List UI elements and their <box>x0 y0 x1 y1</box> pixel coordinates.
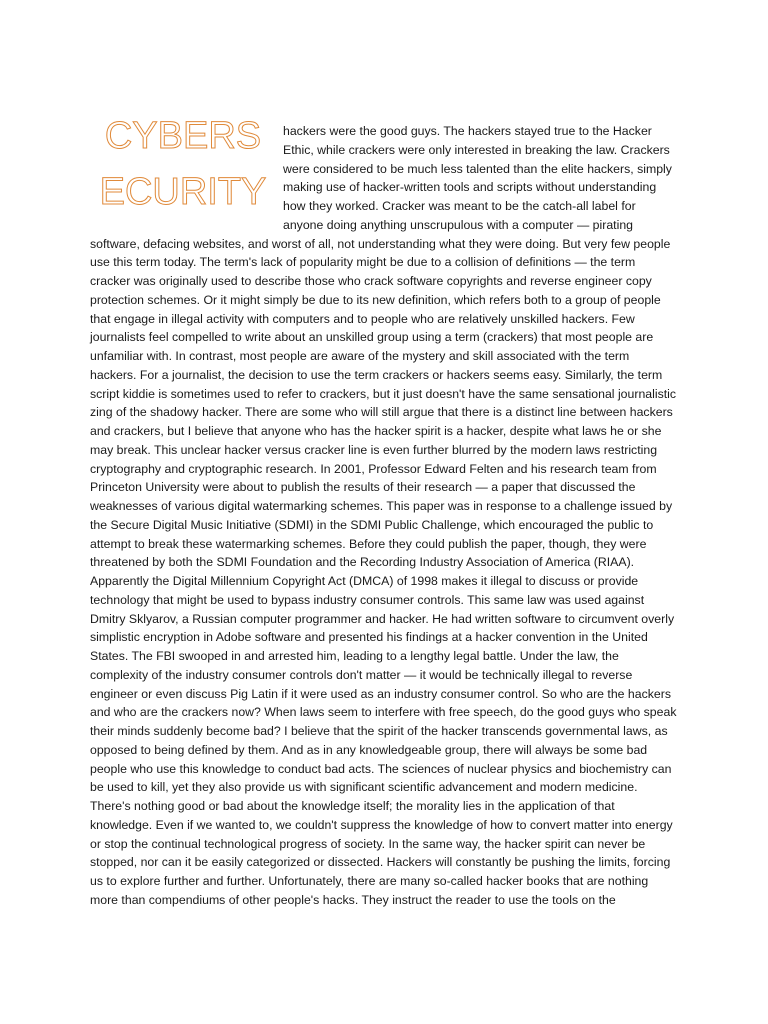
title-line-2: ECURITY <box>99 171 267 213</box>
body-text <box>90 122 678 910</box>
title-wrap-spacer <box>90 122 283 234</box>
body-paragraph: hackers were the good guys. The hackers stayed true to the Hacker Ethic, while crackers were only interested in breaking the law. Crackers were considered to be much less talented than the elite hackers, simply making use of hacker-written tools and scripts without understanding how they worked. Cracker was meant to be the catch-all label for anyone doing anything unscrupulous with a computer — pirating software, defacing websites, and worst of all, not understanding what they were doing. But very few people use this term today. The term's lack of popularity might be due to a collision of definitions — the term cracker was originally used to describe those who crack software copyrights and reverse engineer copy protection schemes. Or it might simply be due to its new definition, which refers both to a group of people that engage in illegal activity with computers and to people who are relatively unskilled hackers. Few journalists feel compelled to write about an unskilled group using a term (crackers) that most people are unfamiliar with. In contrast, most people are aware of the mystery and skill associated with the term hackers. For a journalist, the decision to use the term crackers or hackers seems easy. Similarly, the term script kiddie is sometimes used to refer to crackers, but it just doesn't have the same sensational journalistic zing of the shadowy hacker. There are some who will still argue that there is a distinct line between hackers and crackers, but I believe that anyone who has the hacker spirit is a hacker, despite what laws he or she may break. This unclear hacker versus cracker line is even further blurred by the modern laws restricting cryptography and cryptographic research. In 2001, Professor Edward Felten and his research team from Princeton University were about to publish the results of their research — a paper that discussed the weaknesses of various digital watermarking schemes. This paper was in response to a challenge issued by the Secure Digital Music Initiative (SDMI) in the SDMI Public Challenge, which encouraged the public to attempt to break these watermarking schemes. Before they could publish the paper, though, they were threatened by both the SDMI Foundation and the Recording Industry Association of America (RIAA). Apparently the Digital Millennium Copyright Act (DMCA) of 1998 makes it illegal to discuss or provide technology that might be used to bypass industry consumer controls. This same law was used against Dmitry Sklyarov, a Russian computer programmer and hacker. He had written software to circumvent overly simplistic encryption in Adobe software and presented his findings at a hacker convention in the United States. The FBI swooped in and arrested him, leading to a lengthy legal battle. Under the law, the complexity of the industry consumer controls don't matter — it would be technically illegal to reverse engineer or even discuss Pig Latin if it were used as an industry consumer control. So who are the hackers and who are the crackers now? When laws seem to interfere with free speech, do the good guys who speak their minds suddenly become bad? I believe that the spirit of the hacker transcends governmental laws, as opposed to being defined by them. And as in any knowledgeable group, there will always be some bad people who use this knowledge to conduct bad acts. The sciences of nuclear physics and biochemistry can be used to kill, yet they also provide us with significant scientific advancement and modern medicine. There's nothing good or bad about the knowledge itself; the morality lies in the application of that knowledge. Even if we wanted to, we couldn't suppress the knowledge of how to convert matter into energy or stop the continual technological progress of society. In the same way, the hacker spirit can never be stopped, nor can it be easily categorized or dissected. Hackers will constantly be pushing the limits, forcing us to explore further and further. Unfortunately, there are many so-called hacker books that are nothing more than compendiums of other people's hacks. They instruct the reader to use the tools on the <box>90 124 677 907</box>
title-line-1: CYBERS <box>104 115 262 157</box>
